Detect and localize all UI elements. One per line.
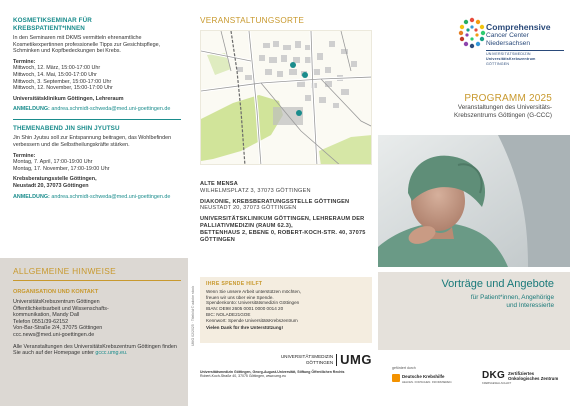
- umg-footer: [200, 370, 372, 379]
- divider: [13, 280, 181, 281]
- umg-logo: UMG: [340, 352, 372, 367]
- location-name: ALTE MENSA: [200, 181, 238, 187]
- print-credit: UMG 02/2025 · Titelbild © adobe stock: [191, 285, 195, 346]
- programm-line: Krebszentrums Göttingen (G-CCC): [454, 112, 552, 119]
- jinshin-date: Montag, 17. November, 17:00-19:00 Uhr: [13, 165, 110, 172]
- allgemein-title: ALLGEMEINE HINWEISE: [13, 266, 116, 276]
- anmeldung-email-link[interactable]: andrea.schmidt-schweda@med.uni-goettingen.de: [51, 106, 171, 113]
- cover-photo: [378, 135, 570, 267]
- spende-line: Spendenkonto: Universitätsmedizin Göttingen: [206, 300, 300, 306]
- jinshin-title: THEMENABEND JIN SHIN JYUTSU: [13, 124, 120, 132]
- allgemeine-hinweise-box: [0, 258, 188, 406]
- kosmetik-anmeldung: [13, 106, 181, 113]
- kosmetik-date: Mittwoch, 12. März, 15:00-17:00 Uhr: [13, 65, 101, 72]
- jinshin-location: Neustadt 20, 37073 Göttingen: [13, 183, 89, 189]
- dkg-logo: DKG: [482, 370, 506, 381]
- middle-panel: [188, 0, 378, 406]
- spende-box: [200, 277, 372, 343]
- org-title: ORGANISATION UND KONTAKT: [13, 289, 99, 295]
- jinshin-location: Krebsberatungsstelle Göttingen,: [13, 176, 97, 183]
- org-line: kommunikation, Mandy Dall: [13, 312, 80, 319]
- org-address: Von-Bar-Straße 2/4, 37075 Göttingen: [13, 325, 103, 332]
- location-address: NEUSTADT 20, 37073 GÖTTINGEN: [200, 205, 297, 212]
- spende-title: IHRE SPENDE HILFT: [206, 281, 263, 287]
- location-name: DIAKONIE, KREBSBERATUNGSSTELLE GÖTTINGEN: [200, 198, 350, 205]
- allgemein-note: [13, 344, 181, 357]
- ccc-logo-line: Comprehensive: [486, 22, 551, 32]
- vortraege-box: [378, 272, 570, 350]
- zert-line: Zertifiziertes: [508, 371, 535, 376]
- footer-line: Robert-Koch-Straße 40, 37075 Göttingen, www.umg.eu: [200, 374, 286, 379]
- org-phone: Telefon 0551/39-62152: [13, 318, 69, 325]
- left-panel: [0, 0, 188, 406]
- footer-line: Universitätsmedizin Göttingen, Georg-August-Universität, Stiftung Öffentlichen Rechts: [200, 370, 345, 374]
- ccc-logo-icon: [456, 16, 488, 56]
- ccc-logo-line: Cancer Center: [486, 32, 529, 39]
- locations-list: [200, 181, 372, 243]
- kosmetik-date: Mittwoch, 12. November, 15:00-17:00 Uhr: [13, 85, 113, 92]
- spende-iban: IBAN: DE98 2605 0001 0000 0014 20: [206, 306, 284, 312]
- note-text: Alle Veranstaltungen des UniversitätsKrebszentrum Göttingen finden Sie auch auf der Homepage unter: [13, 343, 177, 357]
- kosmetik-date: Mittwoch, 3. September, 15:00-17:00 Uhr: [13, 78, 112, 85]
- kosmetik-termine-label: Termine:: [13, 58, 36, 65]
- spende-line: Wenn Sie unsere Arbeit unterstützen möchten,: [206, 289, 301, 294]
- umg-name-line: GÖTTINGEN: [305, 359, 334, 365]
- location-name: UNIVERSITÄTSKLINIKUM GÖTTINGEN, LEHRERAUM DER PALLIATIVMEDIZIN (RAUM 62.3),: [200, 216, 365, 229]
- ccc-logo-sub: UniversitätsKrebszentrum: [486, 57, 536, 62]
- dkh-label: gefördert durch: [392, 366, 416, 370]
- ccc-logo-sub: GÖTTINGEN: [486, 62, 510, 67]
- anmeldung-email-link[interactable]: andrea.schmidt-schweda@med.uni-goettingen.de: [51, 193, 171, 200]
- ccc-logo-line: Niedersachsen: [486, 39, 530, 47]
- map-graphic: [201, 31, 372, 165]
- org-email-link[interactable]: ccc.news@med.uni-goettingen.de: [13, 331, 95, 338]
- location-address: WILHELMSPLATZ 3, 37073 GÖTTINGEN: [200, 187, 311, 194]
- jinshin-date: Montag, 7. April, 17:00-19:00 Uhr: [13, 159, 93, 166]
- programm-title: PROGRAMM 2025: [464, 93, 552, 104]
- vortraege-title: Vorträge und Angebote: [441, 278, 554, 290]
- spende-bic: BIC: NOLADE21GOE: [206, 311, 251, 317]
- jinshin-termine-label: Termine:: [13, 152, 36, 159]
- orte-title: VERANSTALTUNGSORTE: [200, 16, 305, 25]
- homepage-link[interactable]: gccc.umg.eu.: [95, 350, 128, 357]
- dkh-sub: HELFEN. FORSCHEN. INFORMIEREN.: [402, 380, 453, 384]
- umg-name: [281, 354, 333, 365]
- vortraege-line: für Patient*innen, Angehörige: [470, 294, 554, 301]
- partner-logos: [378, 352, 570, 406]
- woman-portrait-image: [378, 135, 570, 267]
- ccc-logo-sub: UNIVERSITÄTSMEDIZIN: [486, 52, 531, 57]
- dkh-name: Deutsche Krebshilfe: [402, 374, 445, 379]
- programm-block: [378, 93, 552, 120]
- divider: [13, 119, 181, 120]
- kosmetik-location: Universitätsklinikum Göttingen, Lehreraum: [13, 95, 124, 102]
- jinshin-anmeldung: [13, 194, 181, 201]
- divider: [486, 50, 564, 51]
- events-column: [13, 17, 181, 200]
- location-address: BETTENHAUS 2, EBENE 0, ROBERT-KOCH-STR. 40, 37075 GÖTTINGEN: [200, 229, 366, 243]
- umg-block: [200, 352, 372, 379]
- zert-line: Onkologisches Zentrum: [508, 376, 559, 382]
- anmeldung-label: ANMELDUNG:: [13, 193, 50, 200]
- umg-name-line: UNIVERSITÄTSMEDIZIN: [280, 353, 334, 359]
- ccc-logo: [456, 14, 566, 74]
- kosmetik-desc: In den Seminaren mit DKMS vermitteln ehrenamtliche Kosmetikexpertinnen professionelle Tipps zur Gesichtspflege, Schminken und Kopfbedeckungen bei Krebs.: [13, 35, 161, 55]
- org-line: UniversitätsKrebszentrum Göttingen: [13, 299, 100, 305]
- spende-line: freuen wir uns über eine Spende.: [206, 294, 274, 300]
- org-line: Öffentlichkeitsarbeit und Wissenschafts-: [13, 305, 109, 312]
- jinshin-desc: Jin Shin Jyutsu soll zur Entspannung beitragen, das Wohlbefinden verbessern und die Selbstheilungskräfte stärken.: [13, 135, 172, 149]
- anmeldung-label: ANMELDUNG:: [13, 106, 50, 113]
- kosmetik-title: KOSMETIKSEMINAR FÜR KREBSPATIENT*INNEN: [13, 17, 92, 32]
- divider: [336, 354, 337, 366]
- vortraege-line: und Interessierte: [506, 302, 554, 309]
- zert-label: [508, 371, 558, 382]
- spende-line: Kennwort: Spende UniversitätsKrebszentrum: [206, 317, 298, 323]
- spende-thanks: Vielen Dank für Ihre Unterstützung!: [206, 325, 283, 331]
- programm-line: Veranstaltungen des Universitäts-: [457, 104, 552, 111]
- dkg-sub: KREBSGESELLSCHAFT: [482, 382, 512, 385]
- dkh-logo-icon: [392, 374, 400, 382]
- city-map: [200, 30, 372, 165]
- kosmetik-date: Mittwoch, 14. Mai, 15:00-17:00 Uhr: [13, 71, 97, 78]
